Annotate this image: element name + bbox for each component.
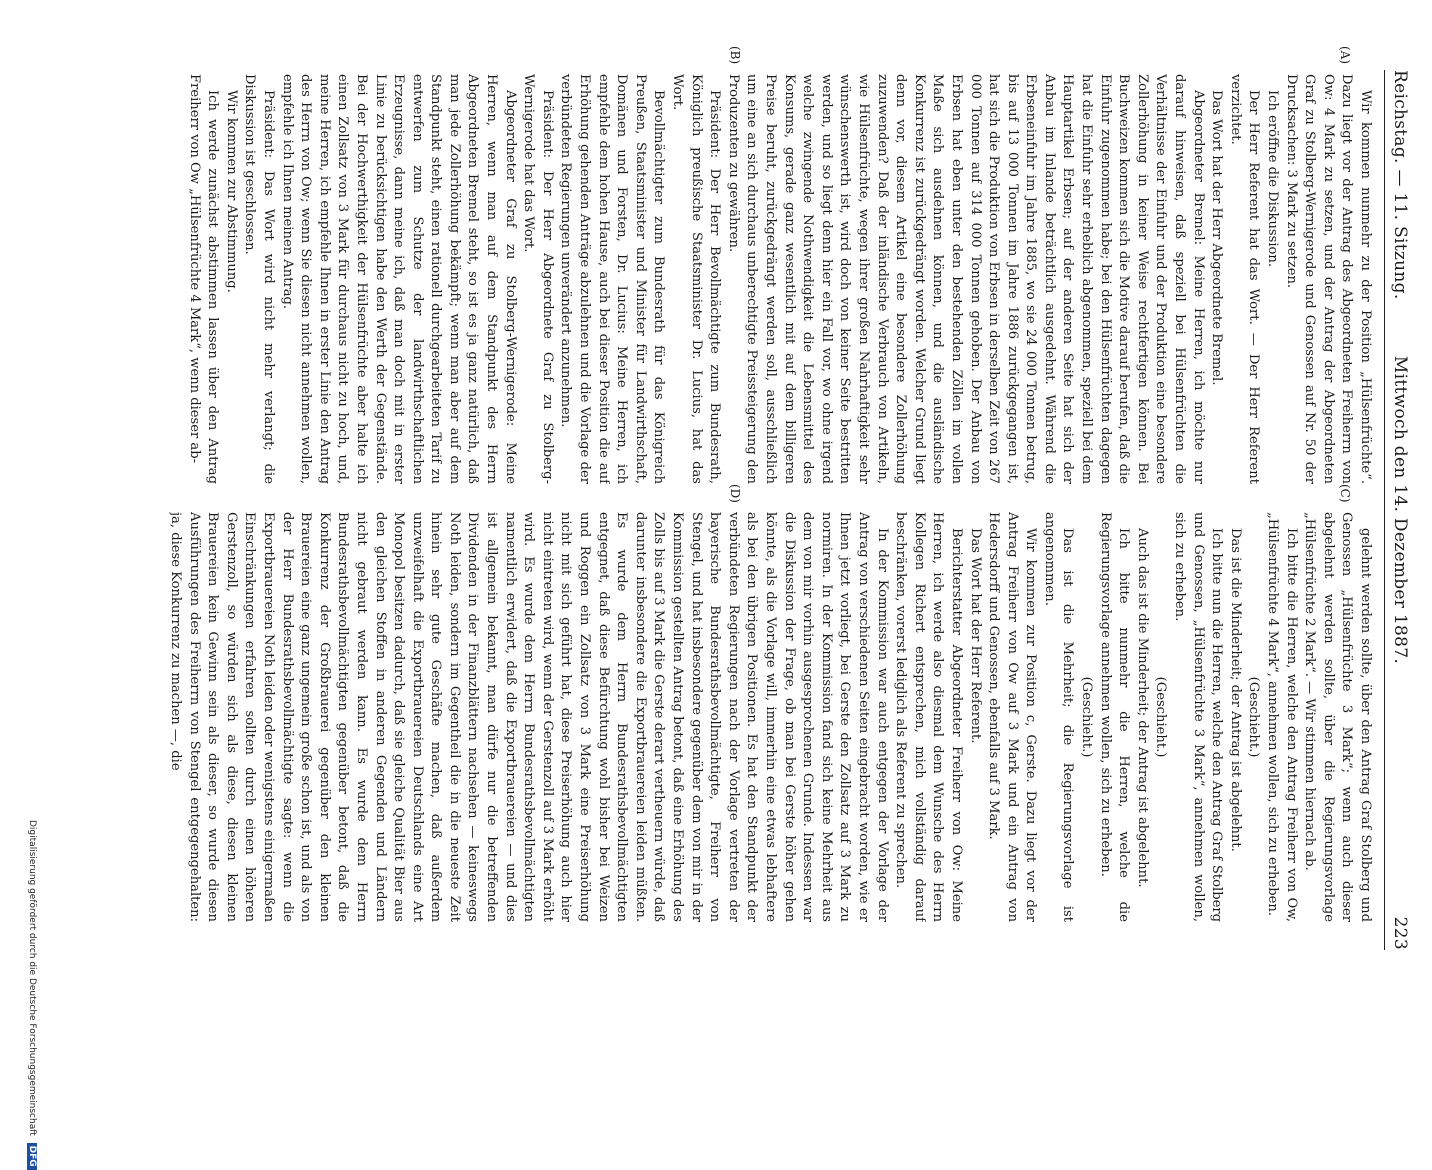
paragraph: Das ist die Minderheit; der Antrag ist abgelehnt. <box>1227 528 1243 852</box>
running-header <box>1386 70 1410 950</box>
paragraph: Ich bitte nun die Herren, welche den Antrag Graf Stolberg und Genossen, „Hülsenfrüchte 3 Mark“, annehmen wollen, sich zu erheben. <box>1172 512 1225 922</box>
header-left: Reichstag. — 11. Sitzung. <box>1390 70 1410 300</box>
paragraph: gelehnt werden sollte, über den Antrag Graf Stolberg und Genossen „Hülsenfrüchte 3 Mark“; wenn auch dieser abgelehnt werden sollte, über die Regierungsvorlage „Hülsenfrüchte 2 Mark“. — Wir stimmen hiernach ab. <box>1302 512 1373 922</box>
paragraph: In der Kommission war auch entgegen der Vorlage der Antrag von verschiedenen Seiten eingebracht worden, wie er Ihnen jetzt vorliegt, bei Gerste den Zollsatz auf 3 Mark zu normiren. In der Kommission fand sich keine Mehrheit aus dem von mir vorhin ausgesprochenen Grunde. Indessen war die Diskussion der Frage, ob man bei Gerste höher gehen könnte, als die Vorlage will, immerhin eine etwas lebhaftere als bei den übrigen Positionen. Es hat den Standpunkt der verbündeten Regierungen nach der Vorlage vertreten der bayerische Bundesrathsbevollmächtigte, Freiherr von Stengel, und hat insbesondere gegenüber dem von mir in der Kommission gestellten Antrag betont, daß eine Erhöhung des Zolls bis auf 3 Mark die Gerste derart vertheuern würde, daß darunter insbesondere die Exportbrauereien leiden müßten. Es wurde dem Herrn Bundesrathsbevollmächtigten entgegnet, daß diese Befürchtung wohl bisher bei Weizen und Roggen ein Zollsatz von 3 Mark eine Preiserhöhung nicht mit sich geführt hat, diese Preiserhöhung auch hier nicht eintreten wird, wenn der Gerstenzoll auf 3 Mark erhöht wird. Es wurde dem Herrn Bundesrathsbevollmächtigten namentlich erwidert, daß die Exportbrauereien — und dies ist allgemein bekannt, man dürfe nur die betreffenden Dividenden in der Finanzblättern nachsehen — keineswegs Noth leiden, sondern im Gegentheil die in die neueste Zeit hinein sehr gute Geschäfte machen, daß außerdem unzweifelhaft die Exportbrauereien Deutschlands eine Art Monopol besitzen dadurch, daß sie gleiche Qualität Bier aus den gleichen Stoffen in anderen Gegenden und Ländern nicht gebraut werden kann. Es wurde dem Herrn Bundesrathsbevollmächtigten gegenüber betont, daß die Konkurrenz der Großbrauerei gegenüber den kleinen Brauereien eine ganz ungemein große schon ist, und als von der Herr Bundesrathsbevollmächtigte sagte: wenn die Exportbrauereien Noth leiden oder wenigstens einigermaßen Einschränkungen erfahren sollten durch einen höheren Gerstenzoll, so würden sich als diese, diesen kleinen Brauereien kein Gewinn sein als dieser, so wurde diesen Ausführungen des Freiherrn von Stengel entgegengehalten: ja, diese Konkurrenz zu machen —, die <box>168 512 890 922</box>
paragraph: Abgeordneter Bremel: Meine Herren, ich möchte nur darauf hinweisen, daß speziell bei Hülsenfrüchten die Verhältnisse der Einfuhr und der Produktion eine besondere Zollerhöhung in keiner Weise rechtfertigen können. Bei Buchweizen kommen sich die Motive darauf berufen, daß die Einfuhr zugenommen habe; bei den Hülsenfrüchten dagegen hat die Einfuhr sehr erheblich abgenommen, speziell bei dem Hauptartikel Erbsen; auf der anderen Seite hat sich der Anbau im Inlande beträchtlich ausgedehnt. Während die Erbseneinfuhr im Jahre 1885, wo sie 24 000 Tonnen betrug, bis auf 13 000 Tonnen im Jahre 1886 zurückgegangen ist, hat sich die Produktion von Erbsen in derselben Zeit von 267 000 Tonnen auf 314 000 Tonnen gehoben. Der Anbau von Erbsen hat eben unter den bestehenden Zöllen im vollen Maße sich ausdehnen können, und die ausländische Konkurrenz ist zurückgedrängt worden. Welcher Grund liegt denn vor, diesem Artikel eine besondere Zollerhöhung zuzuwenden? Daß der inländische Verbrauch von Artikeln, wie Hülsenfrüchte, wegen ihrer großen Nahrhaftigkeit sehr wünschenswerth ist, wird doch von keiner Seite bestritten werden, und so liegt denn hier ein Fall vor, wo ohne irgend welche zwingende Nothwendigkeit die Lebensmittel des Konsums, gerade ganz wesentlich mit auf dem billigeren Preise beruht, zurückgedrängt werden soll, ausschließlich um eine an sich durchaus unberechtigte Preissteigerung den Produzenten zu gewähren. <box>725 74 1206 484</box>
dfg-logo: DFG <box>27 1143 37 1170</box>
paragraph: Ich werde zunächst abstimmen lassen über den Antrag Freiherr von Ow „Hülsenfrüchte 4 Mark“, wenn dieser ab- <box>186 74 221 484</box>
paragraph: Berichterstatter Abgeordneter Freiherr von Ow: Meine Herren, ich werde also diesmal dem Wunsche des Herrn Kollegen Richert entsprechen, mich vollständig darauf beschränken, vorerst lediglich als Referent zu sprechen. <box>893 512 964 922</box>
paragraph: Das ist die Mehrheit; die Regierungsvorlage ist angenommen. <box>1041 512 1076 922</box>
paragraph: Präsident: Der Herr Abgeordnete Graf zu Stolberg-Wernigerode hat das Wort. <box>521 74 555 484</box>
page-number: 223 <box>1390 916 1410 950</box>
paragraph: Ich eröffne die Diskussion. <box>1265 90 1281 267</box>
stage-direction: (Geschieht.) <box>1246 676 1262 758</box>
paragraph: Ich bitte die Herren, welche den Antrag Freiherr von Ow, „Hülsenfrüchte 4 Mark“, annehmen wollen, sich zu erheben. <box>1265 512 1299 922</box>
digitization-credit <box>27 820 37 1170</box>
paragraph: Das Wort hat der Herr Abgeordnete Bremel. <box>1209 90 1225 386</box>
paragraph: Bevollmächtigter zum Bundesrath für das Königreich Preußen, Staatsminister und Minister für Landwirthschaft, Domänen und Forsten, Dr. Lucius: Meine Herren, ich empfehle dem hohen Hause, auch bei dieser Position die auf Erhöhung gehenden Anträge abzulehnen und die Vorlage der verbündeten Regierungen unverändert anzunehmen. <box>558 74 667 484</box>
paragraph: Wir kommen zur Position c, Gerste. Dazu liegt vor der Antrag Freiherr von Ow auf 3 Mark und ein Antrag von Hedersdorff und Genossen, ebenfalls auf 3 Mark. <box>986 512 1039 922</box>
margin-letter-b: (B) <box>728 46 742 65</box>
header-date: Mittwoch den 14. Dezember 1887. <box>1390 355 1410 665</box>
paragraph: Auch das ist die Minderheit; der Antrag ist abgelehnt. <box>1134 528 1150 888</box>
right-column <box>94 512 1374 922</box>
header-rule <box>1384 70 1385 950</box>
paragraph: Abgeordneter Graf zu Stolberg-Wernigerode: Meine Herren, wenn man auf dem Standpunkt des Herrn Abgeordneten Bremel steht, so ist es ja ganz natürlich, daß man jede Zollerhöhung bekämpft; wenn man aber auf dem Standpunkt steht, einen rationell durchgearbeiteten Tarif zu entwerfen zum Schutze der landwirthschaftlichen Erzeugnisse, dann meine ich, daß man doch mit in erster Linie zu berücksichtigen habe den Werth der Gegenstände. Bei der Hochwerthigkeit der Hülsenfrüchte aber halte ich einen Zollsatz von 3 Mark für durchaus nicht zu hoch, und, meine Herren, ich empfehle Ihnen in erster Linie den Antrag des Herrn von Ow; wenn Sie diesen nicht annehmen wollen, empfehle ich Ihnen meinen Antrag. <box>279 74 518 484</box>
margin-letter-d: (D) <box>728 484 742 503</box>
credit-text: Digitalisierung gefördert durch die Deutsche Forschungsgemeinschaft <box>27 820 37 1136</box>
paragraph: Präsident: Der Herr Bevollmächtigte zum Bundesrath, Königlich preußische Staatsminister Dr. Lucius, hat das Wort. <box>670 74 723 484</box>
left-column <box>94 74 1374 484</box>
paragraph: Wir kommen nunmehr zu der Position „Hülsenfrüchte“. Dazu liegt vor der Antrag des Abgeordneten Freiherrn von Ow: 4 Mark zu setzen, und der Antrag der Abgeordneten Graf zu Stolberg-Wernigerode und Genossen auf Nr. 50 der Drucksachen: 3 Mark zu setzen. <box>1283 74 1373 484</box>
paragraph: Das Wort hat der Herr Referent. <box>967 528 983 744</box>
stage-direction: (Geschieht.) <box>1153 676 1169 758</box>
margin-letter-a: (A) <box>1338 46 1352 65</box>
page-content <box>17 0 1432 1167</box>
paragraph: Wir kommen zur Abstimmung. <box>223 90 239 293</box>
paragraph: Der Herr Referent hat das Wort. — Der Herr Referent verzichtet. <box>1227 74 1262 484</box>
stage-direction: (Geschieht.) <box>1079 676 1095 758</box>
margin-letter-c: (C) <box>1338 484 1352 503</box>
paragraph: Ich bitte nunmehr die Herren, welche die Regierungsvorlage annehmen wollen, sich zu erheben. <box>1097 512 1132 922</box>
paragraph: Präsident: Das Wort wird nicht mehr verlangt; die Diskussion ist geschlossen. <box>242 74 276 484</box>
